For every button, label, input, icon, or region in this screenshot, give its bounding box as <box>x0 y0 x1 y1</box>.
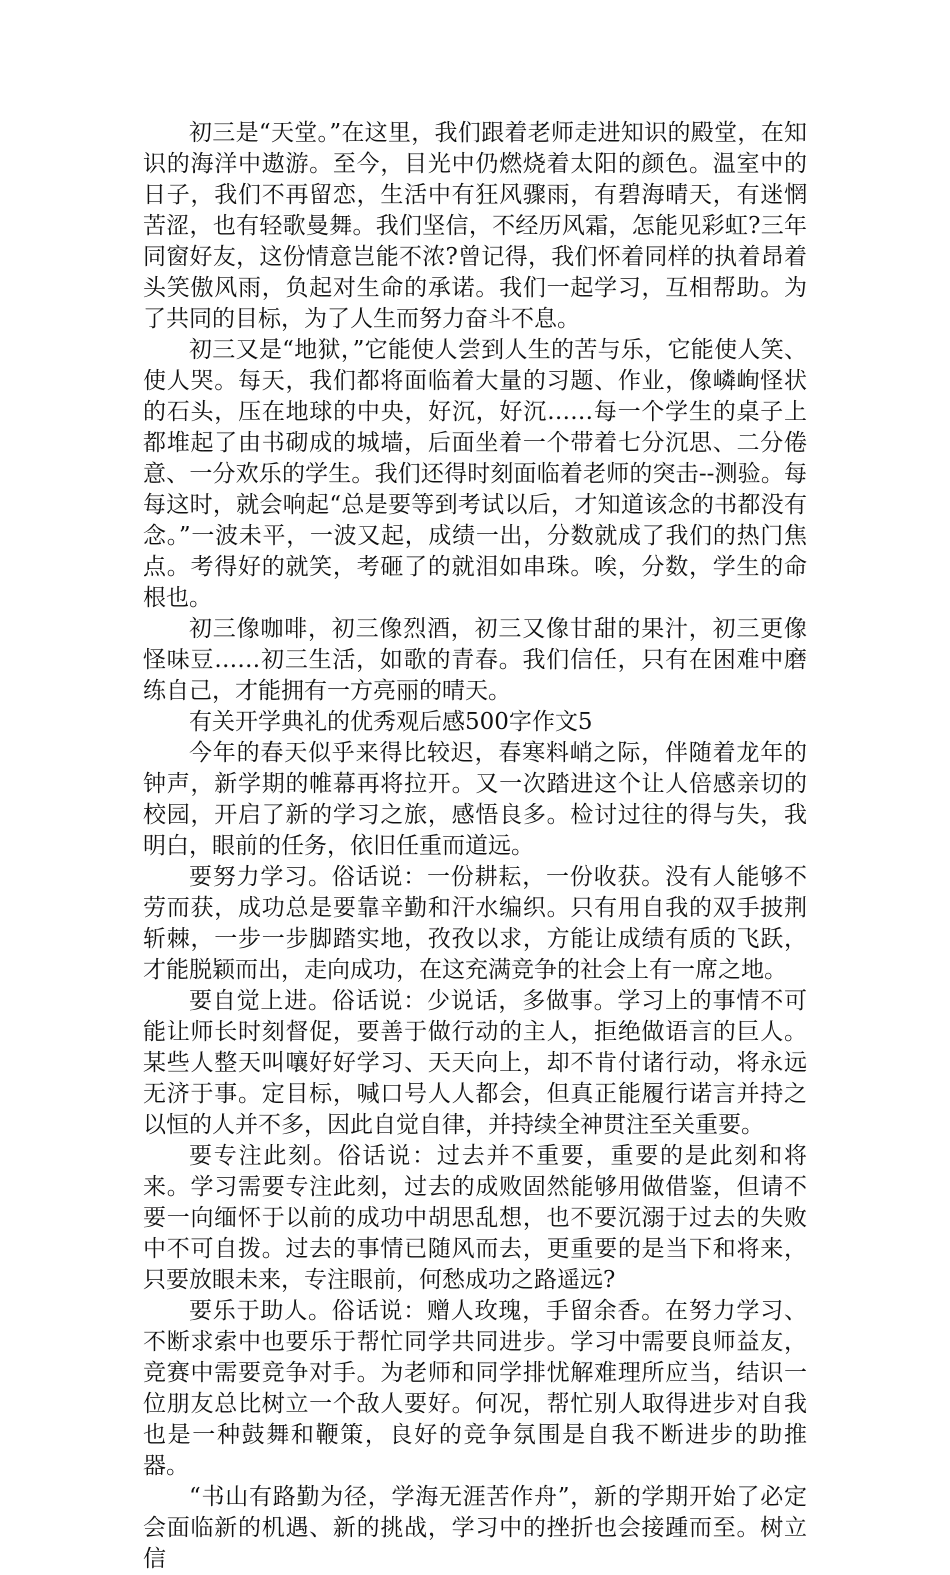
paragraph-hell: 初三又是“地狱，”它能使人尝到人生的苦与乐，它能使人笑、使人哭。每天，我们都将面临着大量的习题、作业，像嶙峋怪状的石头，压在地球的中央，好沉，好沉……每一个学生的桌子上都堆起了由书砌成的城墙，后面坐着一个带着七分沉思、二分倦意、一分欢乐的学生。我们还得时刻面临着老师的突击--测验。每每这时，就会响起“总是要等到考试以后，才知道该念的书都没有念。”一波未平，一波又起，成绩一出，分数就成了我们的热门焦点。考得好的就笑，考砸了的就泪如串珠。唉，分数，学生的命根也。 <box>143 337 807 611</box>
paragraph-spring: 今年的春天似乎来得比较迟，春寒料峭之际，伴随着龙年的钟声，新学期的帷幕再将拉开。又一次踏进这个让人倍感亲切的校园，开启了新的学习之旅，感悟良多。检讨过往的得与失，我明白，眼前的任务，依旧任重而道远。 <box>143 740 807 859</box>
paragraph-book-mountain: “书山有路勤为径，学海无涯苦作舟”，新的学期开始了必定会面临新的机遇、新的挑战，学习中的挫折也会接踵而至。树立信 <box>143 1484 807 1572</box>
paragraph-study-hard: 要努力学习。俗话说：一份耕耘，一份收获。没有人能够不劳而获，成功总是要靠辛勤和汗水编织。只有用自我的双手披荆斩棘，一步一步脚踏实地，孜孜以求，方能让成绩有质的飞跃，才能脱颖而出，走向成功，在这充满竞争的社会上有一席之地。 <box>143 864 807 983</box>
paragraph-self-motivated: 要自觉上进。俗话说：少说话，多做事。学习上的事情不可能让师长时刻督促，要善于做行动的主人，拒绝做语言的巨人。某些人整天叫嚷好好学习、天天向上，却不肯付诸行动，将永远无济于事。定目标，喊口号人人都会，但真正能履行诺言并持之以恒的人并不多，因此自觉自律，并持续全神贯注至关重要。 <box>143 988 807 1138</box>
paragraph-focus-present: 要专注此刻。俗话说：过去并不重要，重要的是此刻和将来。学习需要专注此刻，过去的成败固然能够用做借鉴，但请不要一向缅怀于以前的成功中胡思乱想，也不要沉溺于过去的失败中不可自拨。过去的事情已随风而去，更重要的是当下和将来，只要放眼未来，专注眼前，何愁成功之路遥远? <box>143 1143 807 1293</box>
section-heading: 有关开学典礼的优秀观后感500字作文5 <box>189 709 593 735</box>
paragraph-coffee: 初三像咖啡，初三像烈酒，初三又像甘甜的果汁，初三更像怪味豆……初三生活，如歌的青春。我们信任，只有在困难中磨练自己，才能拥有一方亮丽的晴天。 <box>143 616 807 704</box>
paragraph-help-others: 要乐于助人。俗话说：赠人玫瑰，手留余香。在努力学习、不断求索中也要乐于帮忙同学共同进步。学习中需要良师益友，竞赛中需要竞争对手。为老师和同学排忧解难理所应当，结识一位朋友总比树立一个敌人要好。何况，帮忙别人取得进步对自我也是一种鼓舞和鞭策，良好的竞争氛围是自我不断进步的助推器。 <box>143 1298 807 1479</box>
document-body <box>143 118 807 1575</box>
paragraph-heaven: 初三是“天堂。”在这里，我们跟着老师走进知识的殿堂，在知识的海洋中遨游。至今，目光中仍燃烧着太阳的颜色。温室中的日子，我们不再留恋，生活中有狂风骤雨，有碧海晴天，有迷惘苦涩，也有轻歌曼舞。我们坚信，不经历风霜，怎能见彩虹?三年同窗好友，这份情意岂能不浓?曾记得，我们怀着同样的执着昂着头笑傲风雨，负起对生命的承诺。我们一起学习，互相帮助。为了共同的目标，为了人生而努力奋斗不息。 <box>143 120 807 332</box>
